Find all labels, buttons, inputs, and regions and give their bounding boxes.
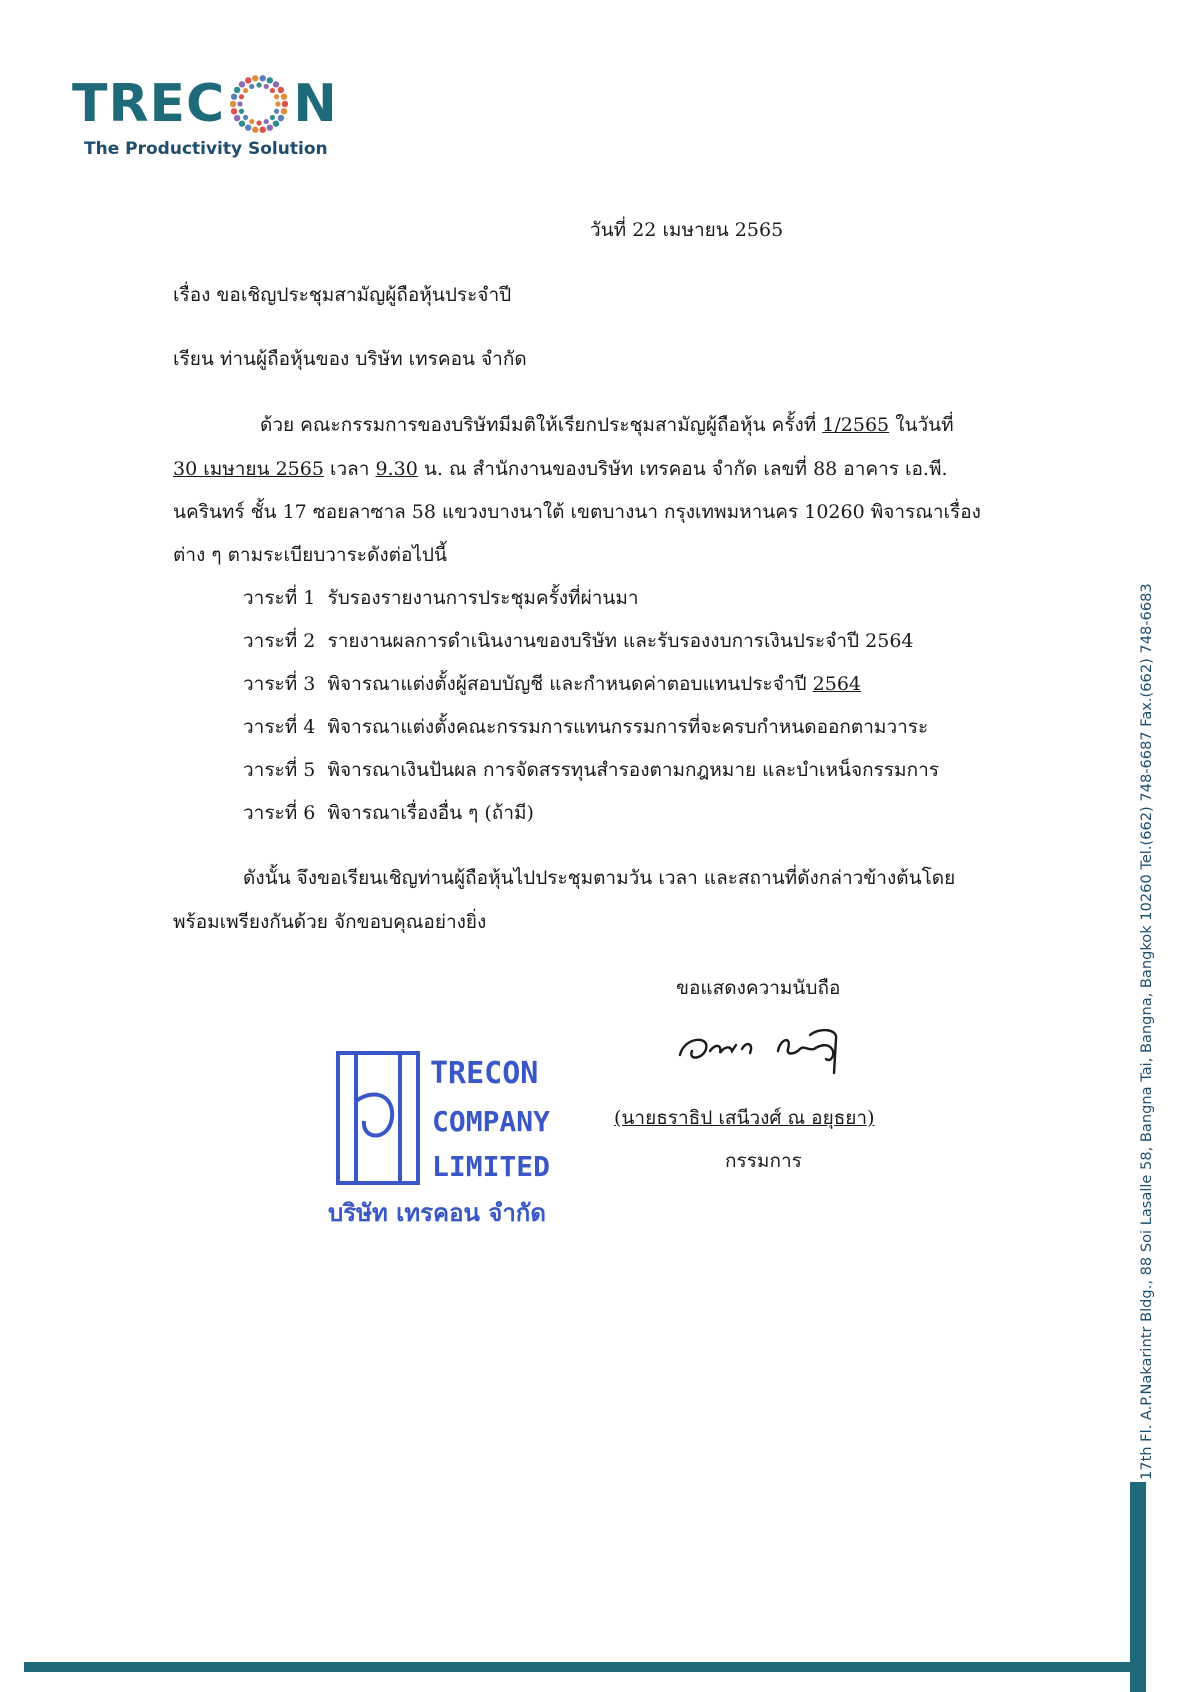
logo-dot [249, 84, 254, 89]
regards: ขอแสดงความนับถือ [676, 977, 841, 999]
logo-dot [260, 127, 266, 133]
agenda-label: วาระที่ 2 [243, 630, 316, 652]
company-logo [72, 74, 338, 134]
agenda-item [243, 758, 939, 783]
agenda-text: พิจารณาเงินปันผล การจัดสรรทุนสำรองตามกฎหมาย และบำเหน็จกรรมการ [327, 759, 939, 781]
logo-word-left: TREC [72, 74, 226, 134]
logo-dot [257, 120, 262, 125]
signature-icon [670, 1015, 870, 1080]
logo-dot [231, 93, 237, 99]
body-line-4: ต่าง ๆ ตามระเบียบวาระดังต่อไปนี้ [173, 544, 447, 566]
agenda-item [243, 801, 534, 826]
stamp-monogram-icon [356, 1053, 400, 1183]
meeting-time: 9.30 [375, 458, 418, 480]
logo-dot [270, 88, 275, 93]
logo-dot [239, 94, 244, 99]
logo-dot [273, 81, 279, 87]
logo-dot [252, 127, 258, 133]
closing-line-1: ดังนั้น จึงขอเรียนเชิญท่านผู้ถือหุ้นไปประชุมตามวัน เวลา และสถานที่ดังกล่าวข้างต้นโดย [243, 867, 956, 889]
logo-dot [231, 108, 237, 114]
logo-dot [238, 101, 243, 106]
body-line-1 [260, 413, 954, 438]
logo-dot [278, 115, 284, 121]
logo-dot [281, 93, 287, 99]
logo-dot [264, 84, 269, 89]
agenda-text: พิจารณาแต่งตั้งผู้สอบบัญชี และกำหนดค่าตอบแทนประจำปี [327, 673, 807, 695]
body-line-2 [173, 457, 948, 482]
logo-dot [276, 101, 281, 106]
logo-dot [282, 101, 288, 107]
logo-dot [243, 88, 248, 93]
stamp-line-2: COMPANY [432, 1105, 551, 1138]
agenda-label: วาระที่ 5 [243, 759, 316, 781]
logo-tagline: The Productivity Solution [84, 139, 328, 159]
agenda-item [243, 672, 861, 697]
logo-dot [239, 120, 245, 126]
agenda-label: วาระที่ 1 [243, 587, 316, 609]
letter-date: วันที่ 22 เมษายน 2565 [590, 219, 784, 241]
logo-dot [267, 77, 273, 83]
logo-dot [234, 115, 240, 121]
agenda-item [243, 629, 914, 654]
logo-dot-ring-icon [229, 74, 289, 134]
footer-address: 17th Fl. A.P.Nakarintr Bldg., 88 Soi Lasalle 58, Bangna Tai, Bangna, Bangkok 10260 Tel.(662) 748-6687 Fax.(662) 748-6683 [1138, 583, 1155, 1480]
logo-dot [267, 124, 273, 130]
agenda-year: 2564 [812, 673, 861, 695]
logo-dot [274, 94, 279, 99]
logo-dot [260, 75, 266, 81]
agenda-text: พิจารณาเรื่องอื่น ๆ (ถ้ามี) [327, 802, 534, 824]
body-line-1-text: ด้วย คณะกรรมการของบริษัทมีมติให้เรียกประชุมสามัญผู้ถือหุ้น ครั้งที่ [260, 414, 817, 436]
logo-dot [245, 77, 251, 83]
logo-dot [245, 124, 251, 130]
logo-dot [264, 119, 269, 124]
body-line-3: นครินทร์ ชั้น 17 ซอยลาซาล 58 แขวงบางนาใต้ เขตบางนา กรุงเทพมหานคร 10260 พิจารณาเรื่อง [173, 501, 981, 523]
body-line-1-end: ในวันที่ [895, 414, 954, 436]
logo-dot [239, 81, 245, 87]
stamp-monogram-frame [338, 1053, 418, 1183]
agenda-label: วาระที่ 4 [243, 716, 316, 738]
agenda-text: รับรองรายงานการประชุมครั้งที่ผ่านมา [327, 587, 639, 609]
logo-dot [234, 87, 240, 93]
meeting-date: 30 เมษายน 2565 [173, 458, 324, 480]
closing-line-2: พร้อมเพรียงกันด้วย จักขอบคุณอย่างยิ่ง [173, 911, 487, 933]
logo-word-right: N [293, 74, 338, 134]
logo-dot [273, 120, 279, 126]
logo-dot [257, 82, 262, 87]
agenda-text: พิจารณาแต่งตั้งคณะกรรมการแทนกรรมการที่จะครบกำหนดออกตามวาระ [327, 716, 929, 738]
agenda-label: วาระที่ 3 [243, 673, 316, 695]
logo-dot [281, 108, 287, 114]
logo-dot [243, 115, 248, 120]
logo-dot [278, 87, 284, 93]
logo-dot [270, 115, 275, 120]
agenda-label: วาระที่ 6 [243, 802, 316, 824]
agenda-text: รายงานผลการดำเนินงานของบริษัท และรับรองงบการเงินประจำปี 2564 [327, 630, 914, 652]
logo-dot [274, 109, 279, 114]
logo-dot [249, 119, 254, 124]
agenda-item [243, 715, 928, 740]
meeting-venue: น. ณ สำนักงานของบริษัท เทรคอน จำกัด เลขที่ 88 อาคาร เอ.พี. [423, 458, 948, 480]
bottom-accent-bar [24, 1662, 1146, 1672]
stamp-graphic [328, 1041, 558, 1231]
signer-name: (นายธราธิป เสนีวงศ์ ณ อยุธยา) [614, 1107, 875, 1129]
logo-dot [230, 101, 236, 107]
letter-subject: เรื่อง ขอเชิญประชุมสามัญผู้ถือหุ้นประจำปี [173, 284, 512, 306]
letter-recipient: เรียน ท่านผู้ถือหุ้นของ บริษัท เทรคอน จำกัด [173, 348, 527, 370]
logo-dot [239, 109, 244, 114]
stamp-line-1: TRECON [430, 1056, 539, 1091]
stamp-line-3: LIMITED [432, 1150, 551, 1183]
agenda-item [243, 586, 639, 611]
side-accent-bar [1130, 1482, 1146, 1692]
logo-dot [252, 75, 258, 81]
signer-title: กรรมการ [725, 1150, 802, 1172]
stamp-thai-name: บริษัท เทรคอน จำกัด [328, 1199, 546, 1227]
meeting-number: 1/2565 [822, 414, 890, 436]
time-label: เวลา [330, 458, 370, 480]
company-stamp [328, 1041, 558, 1231]
